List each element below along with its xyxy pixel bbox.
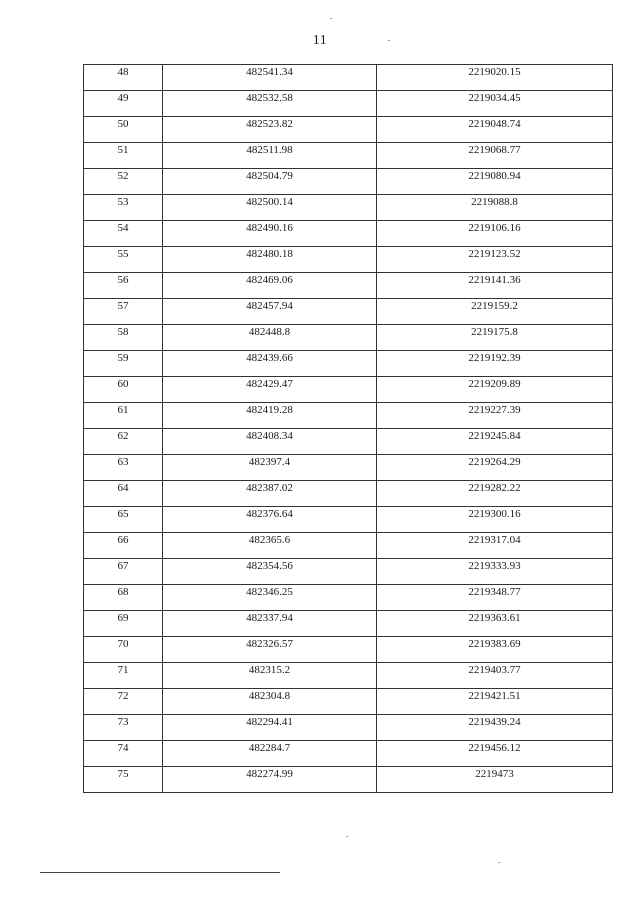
- table-row: [84, 273, 613, 299]
- table-row: [84, 221, 613, 247]
- point-id-cell: 65: [84, 507, 163, 533]
- x-coordinate-cell: 482274.99: [163, 767, 377, 793]
- y-coordinate-cell: 2219282.22: [377, 481, 613, 507]
- y-coordinate-cell: 2219421.51: [377, 689, 613, 715]
- x-coordinate-cell: 482397.4: [163, 455, 377, 481]
- coordinate-table-body: [84, 65, 613, 793]
- point-id-cell: 63: [84, 455, 163, 481]
- x-coordinate-cell: 482429.47: [163, 377, 377, 403]
- y-coordinate-cell: 2219473: [377, 767, 613, 793]
- y-coordinate-cell: 2219333.93: [377, 559, 613, 585]
- x-coordinate-cell: 482504.79: [163, 169, 377, 195]
- table-row: [84, 637, 613, 663]
- coordinate-table: [83, 64, 613, 793]
- table-row: [84, 351, 613, 377]
- table-row: [84, 169, 613, 195]
- point-id-cell: 73: [84, 715, 163, 741]
- table-row: [84, 195, 613, 221]
- table-row: [84, 117, 613, 143]
- point-id-cell: 61: [84, 403, 163, 429]
- x-coordinate-cell: 482469.06: [163, 273, 377, 299]
- y-coordinate-cell: 2219020.15: [377, 65, 613, 91]
- y-coordinate-cell: 2219245.84: [377, 429, 613, 455]
- x-coordinate-cell: 482490.16: [163, 221, 377, 247]
- y-coordinate-cell: 2219439.24: [377, 715, 613, 741]
- table-row: [84, 247, 613, 273]
- point-id-cell: 64: [84, 481, 163, 507]
- x-coordinate-cell: 482337.94: [163, 611, 377, 637]
- table-row: [84, 741, 613, 767]
- x-coordinate-cell: 482408.34: [163, 429, 377, 455]
- x-coordinate-cell: 482532.58: [163, 91, 377, 117]
- x-coordinate-cell: 482354.56: [163, 559, 377, 585]
- y-coordinate-cell: 2219141.36: [377, 273, 613, 299]
- x-coordinate-cell: 482457.94: [163, 299, 377, 325]
- point-id-cell: 58: [84, 325, 163, 351]
- point-id-cell: 70: [84, 637, 163, 663]
- point-id-cell: 53: [84, 195, 163, 221]
- x-coordinate-cell: 482304.8: [163, 689, 377, 715]
- point-id-cell: 59: [84, 351, 163, 377]
- x-coordinate-cell: 482448.8: [163, 325, 377, 351]
- y-coordinate-cell: 2219034.45: [377, 91, 613, 117]
- table-row: [84, 507, 613, 533]
- y-coordinate-cell: 2219317.04: [377, 533, 613, 559]
- table-row: [84, 533, 613, 559]
- table-row: [84, 715, 613, 741]
- table-row: [84, 299, 613, 325]
- y-coordinate-cell: 2219088.8: [377, 195, 613, 221]
- x-coordinate-cell: 482541.34: [163, 65, 377, 91]
- y-coordinate-cell: 2219348.77: [377, 585, 613, 611]
- table-row: [84, 559, 613, 585]
- scan-speck: [330, 18, 332, 19]
- y-coordinate-cell: 2219106.16: [377, 221, 613, 247]
- y-coordinate-cell: 2219383.69: [377, 637, 613, 663]
- x-coordinate-cell: 482511.98: [163, 143, 377, 169]
- table-row: [84, 143, 613, 169]
- footnote-rule: [40, 872, 280, 873]
- point-id-cell: 54: [84, 221, 163, 247]
- y-coordinate-cell: 2219068.77: [377, 143, 613, 169]
- point-id-cell: 56: [84, 273, 163, 299]
- point-id-cell: 48: [84, 65, 163, 91]
- point-id-cell: 72: [84, 689, 163, 715]
- table-row: [84, 403, 613, 429]
- y-coordinate-cell: 2219264.29: [377, 455, 613, 481]
- point-id-cell: 74: [84, 741, 163, 767]
- y-coordinate-cell: 2219227.39: [377, 403, 613, 429]
- table-row: [84, 767, 613, 793]
- x-coordinate-cell: 482500.14: [163, 195, 377, 221]
- table-row: [84, 455, 613, 481]
- x-coordinate-cell: 482315.2: [163, 663, 377, 689]
- y-coordinate-cell: 2219159.2: [377, 299, 613, 325]
- y-coordinate-cell: 2219048.74: [377, 117, 613, 143]
- y-coordinate-cell: 2219456.12: [377, 741, 613, 767]
- y-coordinate-cell: 2219123.52: [377, 247, 613, 273]
- x-coordinate-cell: 482326.57: [163, 637, 377, 663]
- table-row: [84, 91, 613, 117]
- point-id-cell: 60: [84, 377, 163, 403]
- scan-speck: [388, 40, 390, 41]
- point-id-cell: 55: [84, 247, 163, 273]
- point-id-cell: 69: [84, 611, 163, 637]
- table-row: [84, 611, 613, 637]
- point-id-cell: 49: [84, 91, 163, 117]
- table-row: [84, 325, 613, 351]
- x-coordinate-cell: 482376.64: [163, 507, 377, 533]
- point-id-cell: 50: [84, 117, 163, 143]
- table-row: [84, 65, 613, 91]
- point-id-cell: 71: [84, 663, 163, 689]
- page-number: 11: [312, 33, 328, 48]
- y-coordinate-cell: 2219209.89: [377, 377, 613, 403]
- x-coordinate-cell: 482294.41: [163, 715, 377, 741]
- x-coordinate-cell: 482284.7: [163, 741, 377, 767]
- x-coordinate-cell: 482480.18: [163, 247, 377, 273]
- point-id-cell: 57: [84, 299, 163, 325]
- table-row: [84, 689, 613, 715]
- table-row: [84, 429, 613, 455]
- scan-speck: [498, 862, 500, 863]
- x-coordinate-cell: 482365.6: [163, 533, 377, 559]
- y-coordinate-cell: 2219363.61: [377, 611, 613, 637]
- y-coordinate-cell: 2219175.8: [377, 325, 613, 351]
- scan-speck: [346, 836, 348, 837]
- table-row: [84, 663, 613, 689]
- x-coordinate-cell: 482387.02: [163, 481, 377, 507]
- x-coordinate-cell: 482523.82: [163, 117, 377, 143]
- y-coordinate-cell: 2219403.77: [377, 663, 613, 689]
- point-id-cell: 52: [84, 169, 163, 195]
- y-coordinate-cell: 2219192.39: [377, 351, 613, 377]
- x-coordinate-cell: 482346.25: [163, 585, 377, 611]
- point-id-cell: 75: [84, 767, 163, 793]
- x-coordinate-cell: 482419.28: [163, 403, 377, 429]
- y-coordinate-cell: 2219080.94: [377, 169, 613, 195]
- y-coordinate-cell: 2219300.16: [377, 507, 613, 533]
- point-id-cell: 68: [84, 585, 163, 611]
- point-id-cell: 67: [84, 559, 163, 585]
- point-id-cell: 62: [84, 429, 163, 455]
- x-coordinate-cell: 482439.66: [163, 351, 377, 377]
- point-id-cell: 51: [84, 143, 163, 169]
- point-id-cell: 66: [84, 533, 163, 559]
- table-row: [84, 585, 613, 611]
- table-row: [84, 481, 613, 507]
- table-row: [84, 377, 613, 403]
